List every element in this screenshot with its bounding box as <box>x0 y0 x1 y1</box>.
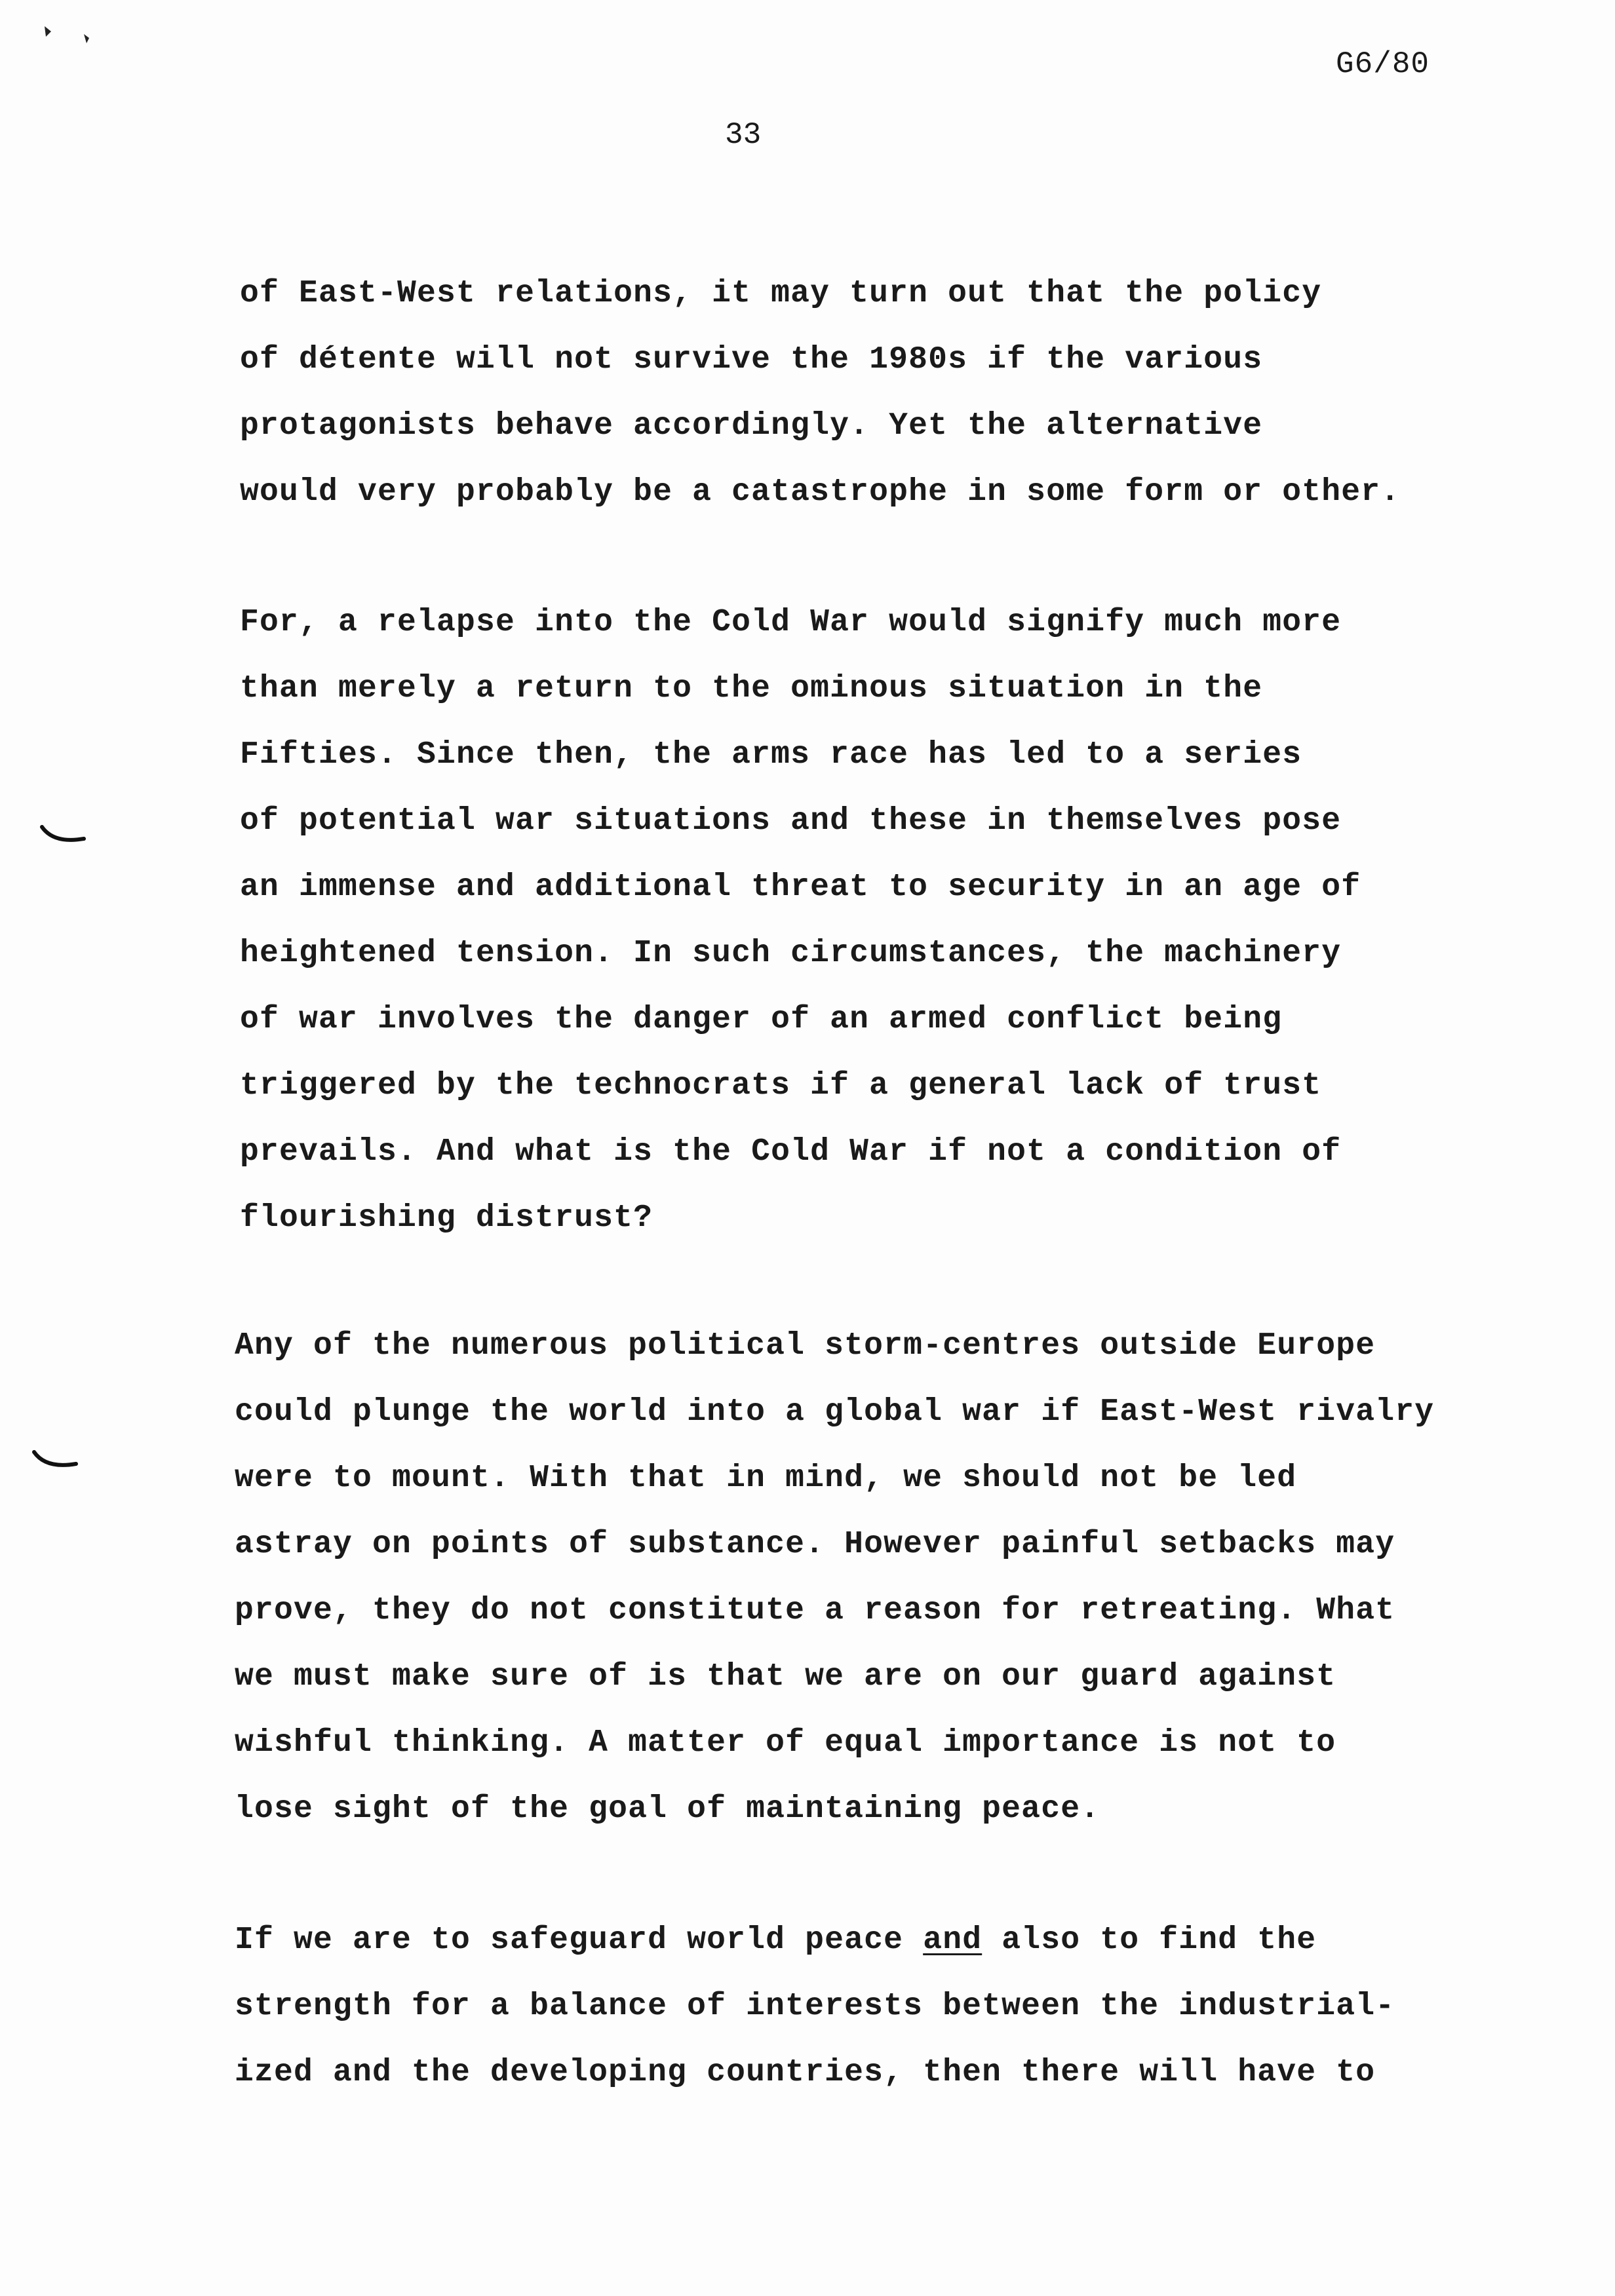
text-line <box>235 1924 1316 1956</box>
text-line: strength for a balance of interests between the industrial- <box>235 1989 1395 2024</box>
text-line: triggered by the technocrats if a general lack of trust <box>240 1068 1322 1103</box>
text-line: we must make sure of is that we are on our guard against <box>235 1659 1336 1694</box>
text-segment: also to find the <box>1002 1923 1317 1958</box>
text-line: flourishing distrust? <box>240 1200 653 1236</box>
page-number: 33 <box>725 118 762 152</box>
text-line: of East-West relations, it may turn out that the policy <box>240 276 1322 311</box>
text-line: of potential war situations and these in themselves pose <box>240 803 1342 839</box>
text-line: prove, they do not constitute a reason for retreating. What <box>235 1593 1395 1628</box>
text-line: an immense and additional threat to security in an age of <box>240 870 1361 905</box>
text-line: of détente will not survive the 1980s if the various <box>240 342 1263 377</box>
margin-tick-icon <box>38 824 90 851</box>
text-line: heightened tension. In such circumstances, the machinery <box>240 936 1342 971</box>
text-line: would very probably be a catastrophe in some form or other. <box>240 474 1401 510</box>
text-line: were to mount. With that in mind, we should not be led <box>235 1461 1297 1496</box>
text-line: Any of the numerous political storm-centres outside Europe <box>235 1328 1376 1364</box>
text-line: of war involves the danger of an armed conflict being <box>240 1002 1283 1037</box>
text-line: ized and the developing countries, then there will have to <box>235 2055 1376 2090</box>
text-line: Fifties. Since then, the arms race has led to a series <box>240 737 1302 773</box>
binder-mark-icon <box>41 22 100 48</box>
text-line: protagonists behave accordingly. Yet the alternative <box>240 408 1263 444</box>
text-line: wishful thinking. A matter of equal importance is not to <box>235 1725 1336 1761</box>
document-reference: G6/80 <box>1336 47 1430 81</box>
emphasized-word: and <box>923 1923 983 1958</box>
text-segment: If we are to safeguard world peace <box>235 1923 904 1958</box>
text-line: For, a relapse into the Cold War would signify much more <box>240 605 1342 640</box>
margin-tick-icon <box>30 1449 83 1476</box>
text-line: prevails. And what is the Cold War if not a condition of <box>240 1134 1342 1170</box>
text-line: lose sight of the goal of maintaining peace. <box>235 1791 1100 1827</box>
text-line: could plunge the world into a global war if East-West rivalry <box>235 1394 1435 1430</box>
text-line: astray on points of substance. However painful setbacks may <box>235 1527 1395 1562</box>
text-line: than merely a return to the ominous situation in the <box>240 671 1263 706</box>
